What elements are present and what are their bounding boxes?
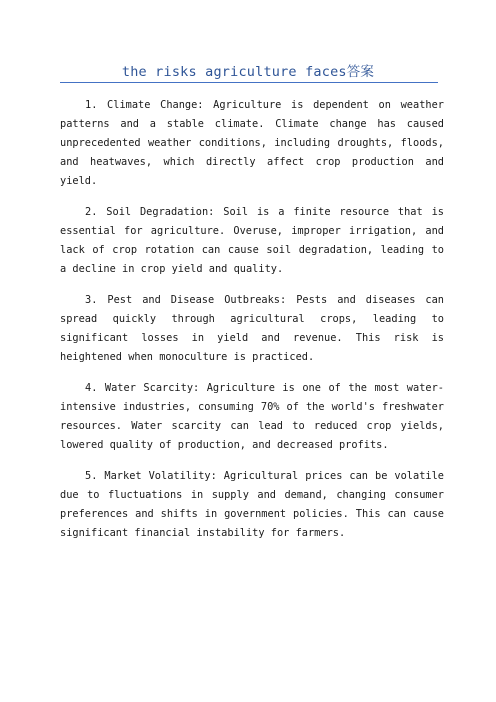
paragraph-market-volatility: 5. Market Volatility: Agricultural prices can be volatile due to fluctuations in supply and demand, changing consumer preferences and shifts in government policies. This can cause significant financial instability for farmers.	[60, 470, 444, 539]
paragraph-climate-change: 1. Climate Change: Agriculture is dependent on weather patterns and a stable climate. Climate change has caused unprecedented weather conditions, including droughts, floods, and heatwaves, which directly affect crop production and yield.	[60, 99, 444, 187]
paragraph-water-scarcity: 4. Water Scarcity: Agriculture is one of the most water-intensive industries, consuming 70% of the world's freshwater resources. Water scarcity can lead to reduced crop yields, lowered quality of production, and decreased profits.	[60, 382, 444, 451]
document-title: the risks agriculture faces答案	[121, 64, 375, 80]
document-body	[60, 96, 444, 555]
paragraph-soil-degradation: 2. Soil Degradation: Soil is a finite resource that is essential for agriculture. Overuse, improper irrigation, and lack of crop rotation can cause soil degradation, leading to a decline in crop yield and quality.	[60, 206, 444, 275]
title-underline	[60, 82, 438, 83]
paragraph-pest-disease: 3. Pest and Disease Outbreaks: Pests and diseases can spread quickly through agricultural crops, leading to significant losses in yield and revenue. This risk is heightened when monoculture is practiced.	[60, 294, 444, 363]
